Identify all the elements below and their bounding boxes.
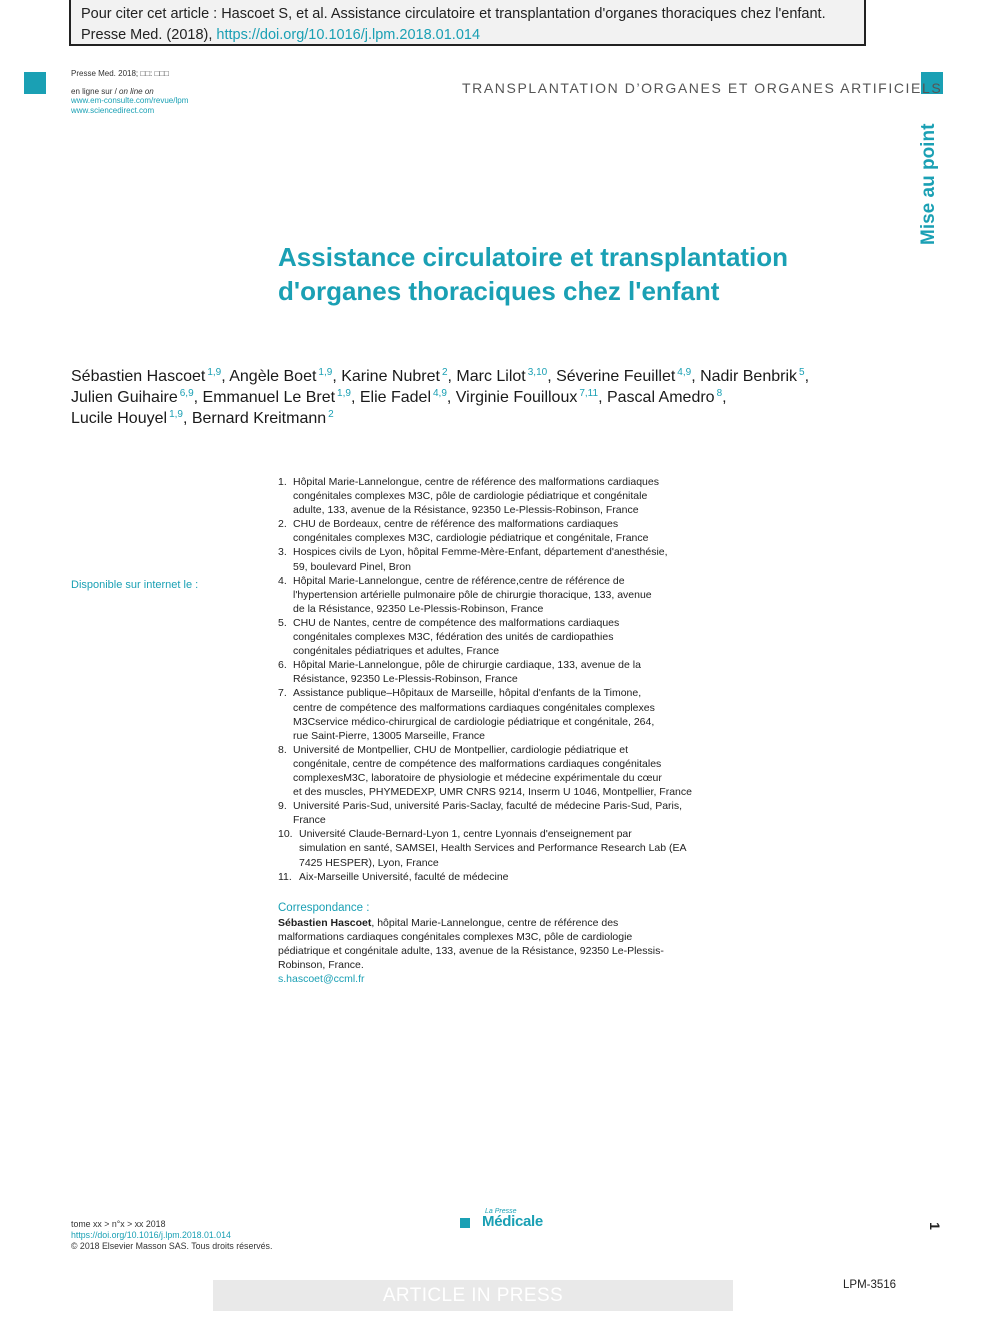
author-name: Julien Guihaire xyxy=(71,389,178,406)
affiliation-line: CHU de Nantes, centre de compétence des malformations cardiaques xyxy=(293,616,620,629)
affiliation-list xyxy=(278,475,698,884)
author-affiliation-sup: 3,10 xyxy=(527,367,548,378)
affiliation-text xyxy=(293,658,698,686)
affiliation-line: 7425 HESPER), Lyon, France xyxy=(299,856,439,869)
affiliation-number: 10. xyxy=(278,828,293,841)
author xyxy=(71,368,221,385)
affiliation-text xyxy=(293,517,698,545)
affiliation-item xyxy=(278,517,698,545)
affiliation-item xyxy=(278,658,698,686)
affiliation-line: Hôpital Marie-Lannelongue, centre de référence,centre de référence de xyxy=(293,574,625,587)
author-name: Karine Nubret xyxy=(341,368,440,385)
affiliation-number: 11. xyxy=(278,870,292,883)
journal-meta xyxy=(71,69,188,115)
author-affiliation-sup: 1,9 xyxy=(207,367,222,378)
logo-small-text: La Presse xyxy=(485,1208,517,1215)
available-online-label: Disponible sur internet le : xyxy=(71,579,199,591)
correspondence-line-1 xyxy=(278,916,698,930)
affiliation-line: Résistance, 92350 Le-Plessis-Robinson, France xyxy=(293,673,518,686)
correspondence-line: malformations cardiaques congénitales complexes M3C, pôle de cardiologie xyxy=(278,931,633,944)
presse-medicale-logo xyxy=(460,1208,560,1232)
affiliation-item xyxy=(278,616,698,658)
left-accent-square xyxy=(24,72,46,94)
affiliation-line: Université de Montpellier, CHU de Montpellier, cardiologie pédiatrique et xyxy=(293,743,629,756)
affiliation-number: 7. xyxy=(278,687,287,700)
section-heading: TRANSPLANTATION D’ORGANES ET ORGANES ARTIFICIELS xyxy=(462,80,943,96)
online-line xyxy=(71,87,188,97)
online-italic: on line on xyxy=(119,86,154,96)
author-name: Séverine Feuillet xyxy=(556,368,676,385)
affiliation-item xyxy=(278,827,698,869)
affiliation-line: centre de compétence des malformations cardiaques congénitales complexes xyxy=(293,701,655,714)
affiliation-line: congénitales complexes M3C, cardiologie pédiatrique et congénitale, France xyxy=(293,532,649,545)
author-affiliation-sup: 1,9 xyxy=(337,388,351,399)
logo-square-icon xyxy=(460,1218,470,1228)
affiliation-text xyxy=(293,686,698,742)
correspondence-email-link[interactable]: s.hascoet@ccml.fr xyxy=(278,973,365,986)
affiliation-number: 4. xyxy=(278,574,287,587)
author-affiliation-sup: 8 xyxy=(716,388,723,399)
page-number-text: 1 xyxy=(926,1222,943,1230)
author xyxy=(341,368,447,385)
article-title xyxy=(278,240,858,308)
affiliation-text xyxy=(299,827,698,869)
affiliation-item xyxy=(278,799,698,827)
affiliation-item xyxy=(278,743,698,799)
affiliation-line: Aix-Marseille Université, faculté de médecine xyxy=(299,870,509,883)
author-name: Sébastien Hascoet xyxy=(71,368,206,385)
footer-volume: tome xx > n°x > xx 2018 xyxy=(71,1219,166,1229)
author-name: Nadir Benbrik xyxy=(700,368,798,385)
affiliation-item xyxy=(278,686,698,742)
affiliation-line: M3Cservice médico-chirurgical de cardiologie pédiatrique et congénitale, 264, xyxy=(293,715,655,728)
citation-box xyxy=(69,0,866,46)
affiliation-line: simulation en santé, SAMSEI, Health Services and Performance Research Lab (EA xyxy=(299,842,687,855)
em-consulte-link[interactable]: www.em-consulte.com/revue/lpm xyxy=(71,96,189,105)
affiliation-line: rue Saint-Pierre, 13005 Marseille, France xyxy=(293,729,486,742)
logo-big-text: Médicale xyxy=(482,1213,543,1230)
affiliation-number: 3. xyxy=(278,546,287,559)
affiliation-item xyxy=(278,574,698,616)
author xyxy=(71,410,183,427)
citation-text: Pour citer cet article : Hascoet S, et al. Assistance circulatoire et transplantation d'organes thoraciques chez l'enfant. Presse Med. (2018), xyxy=(81,6,826,43)
sciencedirect-link[interactable]: www.sciencedirect.com xyxy=(71,105,155,115)
author-name: Virginie Fouilloux xyxy=(455,389,578,406)
page-number xyxy=(926,1218,945,1234)
correspondence-line: pédiatrique et congénitale adulte, 133, avenue de la Résistance, 92350 Le-Plessis- xyxy=(278,945,664,958)
author-affiliation-sup: 2 xyxy=(328,409,334,420)
affiliation-text xyxy=(293,799,698,827)
author-name: Emmanuel Le Bret xyxy=(202,389,336,406)
author xyxy=(360,389,447,406)
affiliation-text xyxy=(293,545,698,573)
footer-doi-link[interactable]: https://doi.org/10.1016/j.lpm.2018.01.014 xyxy=(71,1230,231,1240)
author-affiliation-sup: 2 xyxy=(441,367,448,378)
author-name: Lucile Houyel xyxy=(71,410,168,427)
affiliation-number: 8. xyxy=(278,743,287,756)
affiliation-line: Université Claude-Bernard-Lyon 1, centre Lyonnais d'enseignement par xyxy=(299,828,632,841)
affiliation-number: 1. xyxy=(278,476,287,488)
side-label xyxy=(900,120,966,245)
author-name: Pascal Amedro xyxy=(606,389,715,406)
affiliation-number: 2. xyxy=(278,518,287,531)
correspondence-block xyxy=(278,901,698,987)
affiliation-line: France xyxy=(293,814,326,827)
affiliation-line: Hospices civils de Lyon, hôpital Femme-Mère-Enfant, département d'anesthésie, xyxy=(293,546,668,559)
affiliation-line: complexesM3C, laboratoire de physiologie et médecine expérimentale du cœur xyxy=(293,771,662,784)
affiliation-text xyxy=(299,870,698,884)
affiliation-text xyxy=(293,743,698,799)
author xyxy=(607,389,722,406)
author xyxy=(192,410,334,427)
affiliation-line: l'hypertension artérielle pulmonaire pôle de chirurgie thoracique, 133, avenue xyxy=(293,588,652,601)
title-line-1: Assistance circulatoire et transplantation xyxy=(278,242,789,272)
correspondence-name: Sébastien Hascoet xyxy=(278,917,372,930)
affiliation-line: et des muscles, PHYMEDEXP, UMR CNRS 9214, Inserm U 1046, Montpellier, France xyxy=(293,786,692,799)
affiliation-text xyxy=(293,616,698,658)
correspondence-heading: Correspondance : xyxy=(278,902,370,914)
author xyxy=(456,368,547,385)
affiliation-item xyxy=(278,870,698,884)
author-affiliation-sup: 7,11 xyxy=(579,388,599,399)
author-name: Angèle Boet xyxy=(229,368,317,385)
article-code: LPM-3516 xyxy=(843,1279,897,1291)
footer-copyright: © 2018 Elsevier Masson SAS. Tous droits réservés. xyxy=(71,1241,273,1251)
affiliation-line: congénitales pédiatriques et adultes, France xyxy=(293,645,500,658)
author-name: Marc Lilot xyxy=(456,368,526,385)
author xyxy=(556,368,691,385)
affiliation-line: CHU de Bordeaux, centre de référence des malformations cardiaques xyxy=(293,518,619,531)
affiliation-text xyxy=(293,574,698,616)
author-name: Elie Fadel xyxy=(359,389,431,406)
affiliation-line: Hôpital Marie-Lannelongue, pôle de chirurgie cardiaque, 133, avenue de la xyxy=(293,659,641,672)
affiliation-text xyxy=(293,475,698,517)
author xyxy=(229,368,332,385)
author xyxy=(203,389,351,406)
affiliation-line: congénitales complexes M3C, fédération des unités de cardiopathies xyxy=(293,631,614,644)
affiliation-line: Hôpital Marie-Lannelongue, centre de référence des malformations cardiaques xyxy=(293,476,659,488)
article-in-press-banner: ARTICLE IN PRESS xyxy=(213,1280,733,1311)
correspondence-line: Robinson, France. xyxy=(278,959,364,972)
correspondence-line-1-rest: , hôpital Marie-Lannelongue, centre de référence des xyxy=(371,917,619,930)
author-name: Bernard Kreitmann xyxy=(191,410,327,427)
affiliation-line: 59, boulevard Pinel, Bron xyxy=(293,560,411,573)
author-list: Sébastien Hascoet $^{1,9}$, Angèle Boet $^{1,9}$, Karine Nubret $^2$, Marc Lilot $^{3,10}$, Séverine Feuillet $^{4,9}$, Nadir Benbrik $^5$, Julien Guihaire $^{6,9}$, Emmanuel Le Bret $^{1,9}$, Elie Fadel $^{4,9}$, Virginie Fouilloux $^{7,11}$, Pascal Amedro $^8$, Lucile Houyel $^{1,9}$, Bernard Kreitmann $^2$ xyxy=(71,367,810,427)
author-affiliation-sup: 5 xyxy=(799,367,805,378)
affiliation-line: Université Paris-Sud, université Paris-Saclay, faculté de médecine Paris-Sud, Paris, xyxy=(293,800,683,813)
affiliation-line: de la Résistance, 92350 Le-Plessis-Robinson, France xyxy=(293,602,544,615)
author-affiliation-sup: 4,9 xyxy=(433,388,447,399)
affiliation-line: congénitales complexes M3C, pôle de cardiologie pédiatrique et congénitale xyxy=(293,490,648,503)
author xyxy=(456,389,598,406)
title-line-2: d'organes thoraciques chez l'enfant xyxy=(278,276,720,306)
affiliation-item xyxy=(278,475,698,517)
author-affiliation-sup: 6,9 xyxy=(179,388,194,399)
side-label-text: Mise au point xyxy=(918,123,939,245)
author-affiliation-sup: 1,9 xyxy=(169,409,183,420)
author xyxy=(71,389,194,406)
affiliation-number: 5. xyxy=(278,616,287,629)
footer-info xyxy=(71,1219,272,1252)
journal-line: Presse Med. 2018; □□: □□□ xyxy=(71,69,169,78)
author-affiliation-sup: 1,9 xyxy=(318,367,333,378)
author-affiliation-sup: 4,9 xyxy=(677,367,692,378)
affiliation-number: 9. xyxy=(278,800,287,813)
affiliation-line: congénitale, centre de compétence des malformations cardiaques congénitales xyxy=(293,757,662,770)
online-prefix: en ligne sur / xyxy=(71,86,120,96)
citation-doi-link[interactable]: https://doi.org/10.1016/j.lpm.2018.01.014 xyxy=(216,27,481,43)
affiliation-number: 6. xyxy=(278,659,287,672)
affiliation-line: adulte, 133, avenue de la Résistance, 92350 Le-Plessis-Robinson, France xyxy=(293,504,639,517)
author xyxy=(700,368,805,385)
affiliation-line: Assistance publique–Hôpitaux de Marseille, hôpital d'enfants de la Timone, xyxy=(293,687,642,700)
affiliation-item xyxy=(278,545,698,573)
